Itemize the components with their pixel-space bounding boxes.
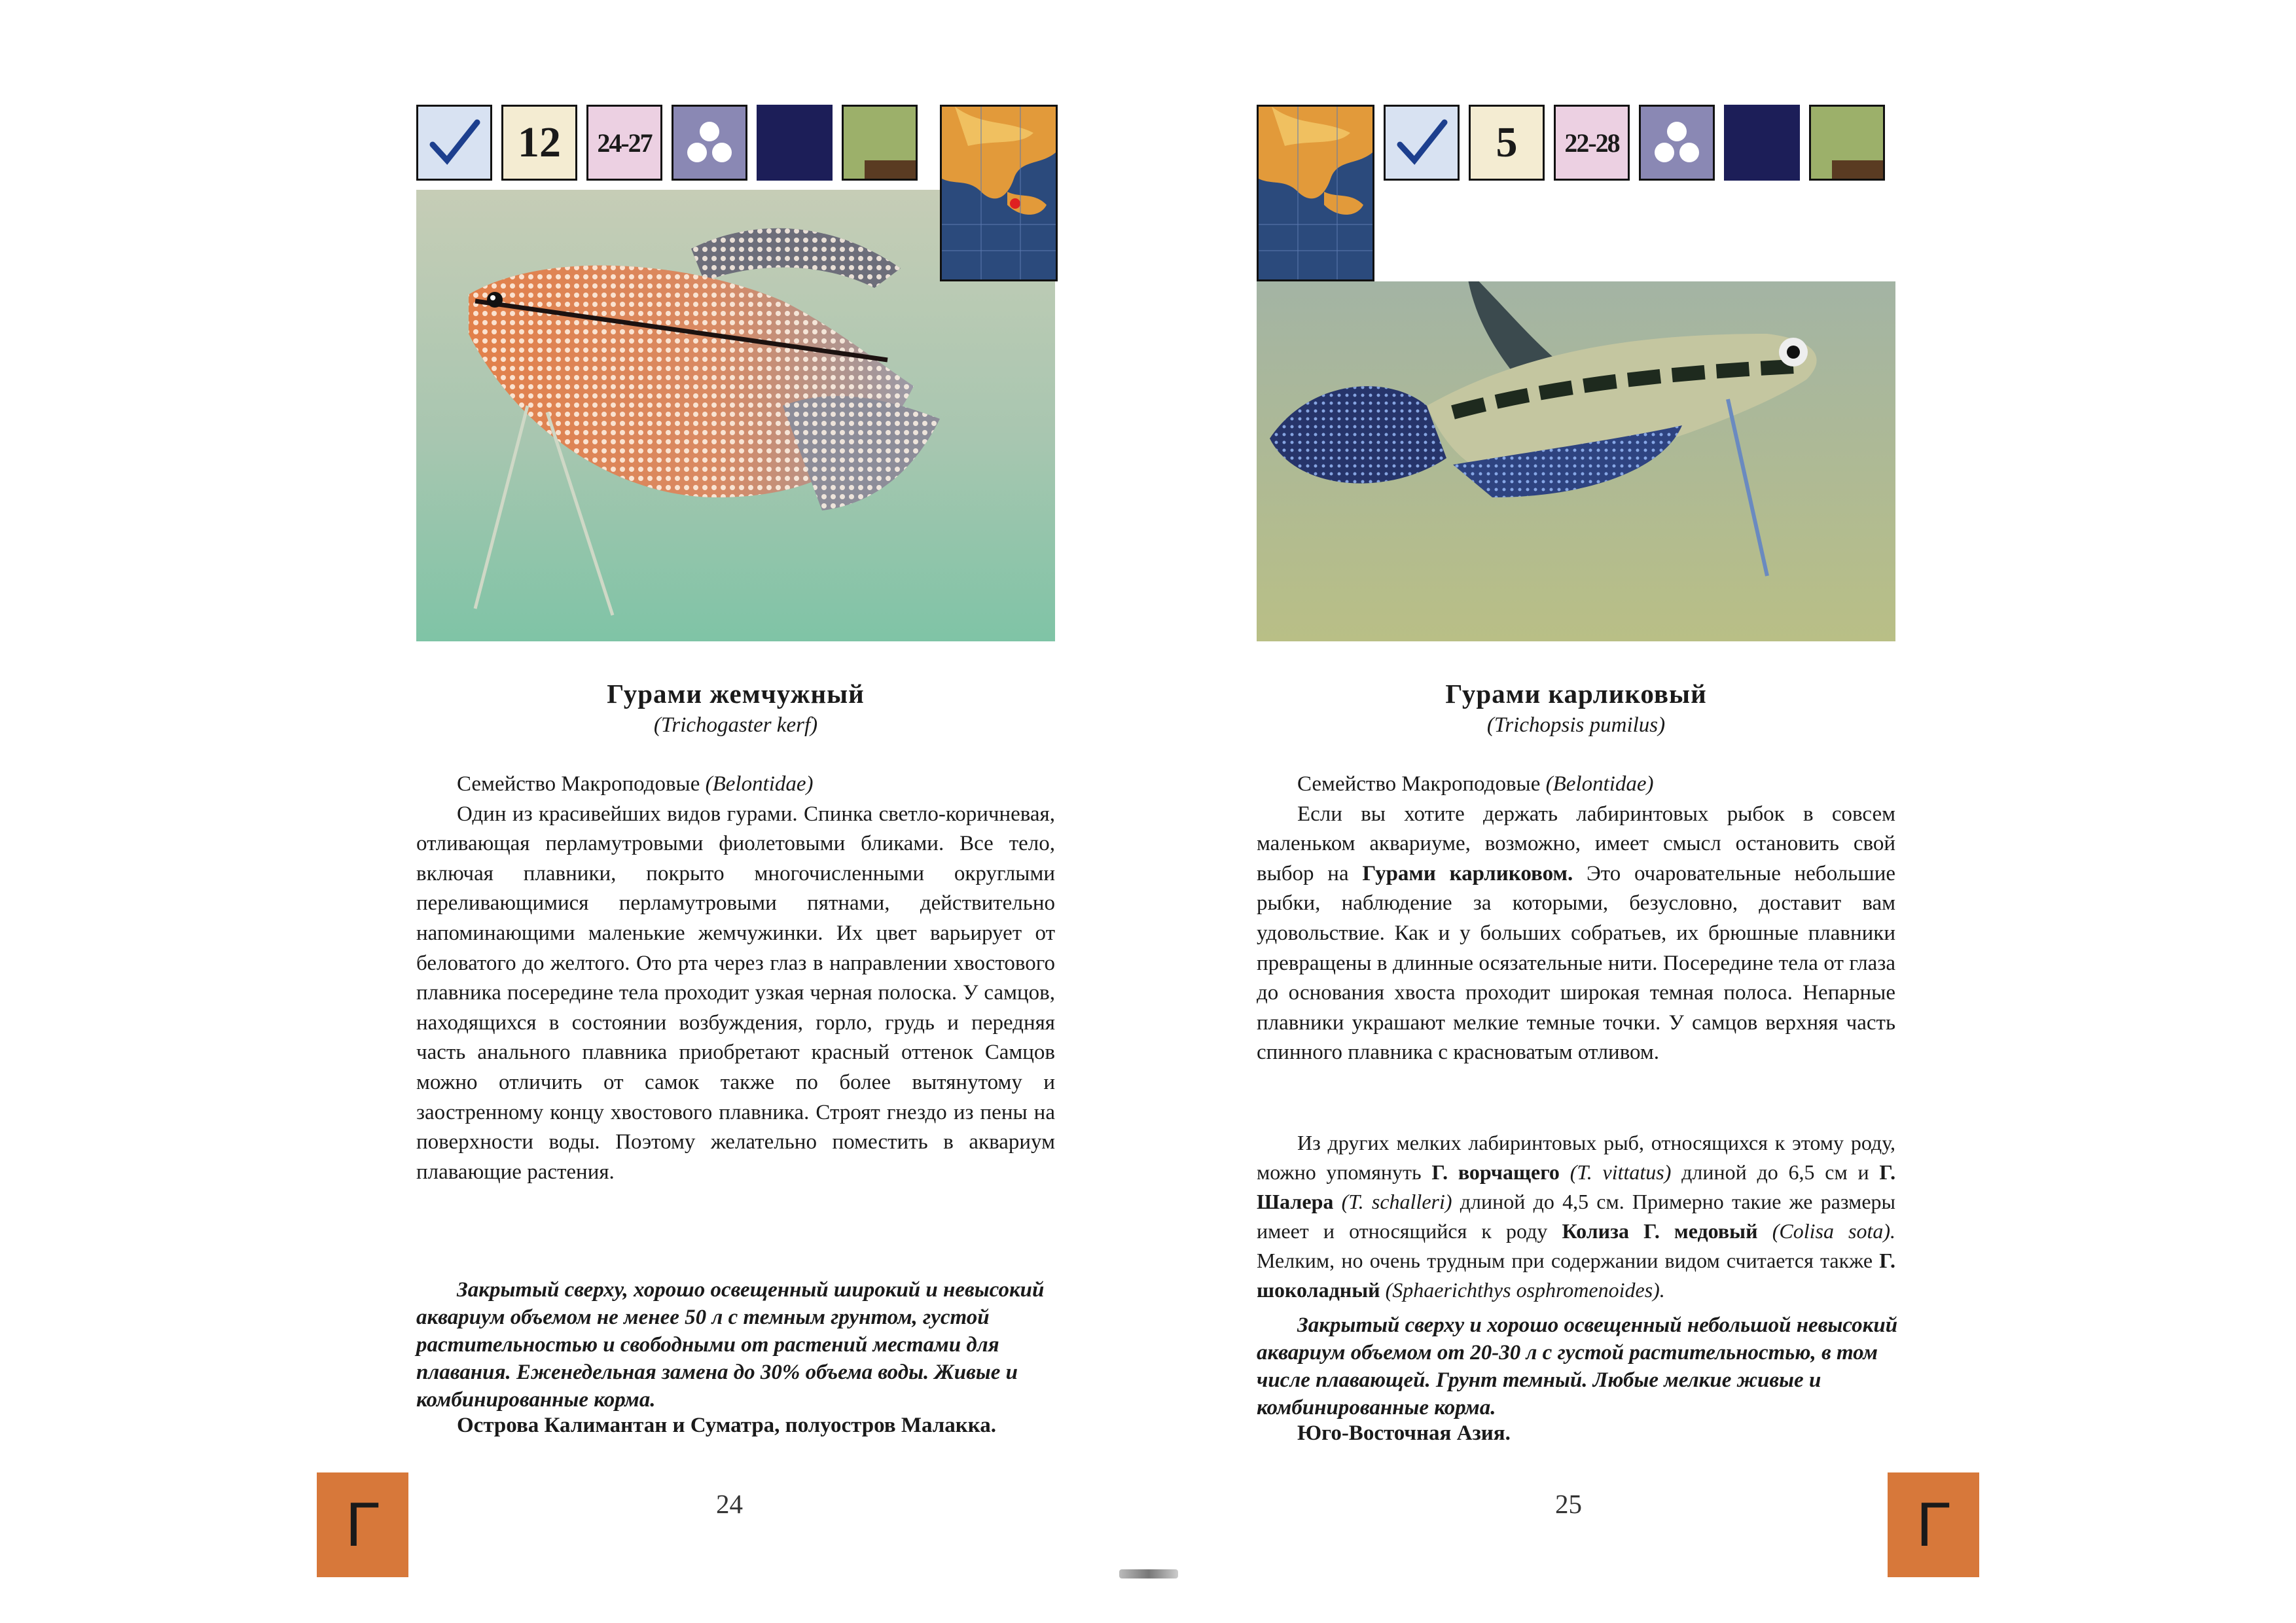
section-letter-tab: Г (1888, 1472, 1979, 1577)
light-level-icon (1724, 105, 1800, 181)
related-name-4: Г. шоколадный (1257, 1249, 1896, 1302)
care-instructions (416, 1276, 1071, 1414)
family-label: Семейство Макроподовые (457, 772, 700, 796)
native-region: Острова Калимантан и Суматра, полуостров Малакка. (457, 1414, 997, 1437)
related-latin-3: (Colisa sota). (1772, 1219, 1896, 1243)
region-map-icon (940, 105, 1058, 281)
species-description (416, 770, 1055, 1187)
family-line (416, 770, 1055, 800)
temperature-range-box: 24-27 (586, 105, 662, 181)
water-dots-icon (672, 105, 747, 181)
family-label: Семейство Макроподовые (1297, 772, 1541, 796)
water-dots-icon (1639, 105, 1715, 181)
family-line (1257, 770, 1895, 800)
description-paragraph (1257, 800, 1895, 1068)
related-species-paragraph (1257, 1128, 1895, 1305)
related-text-2: длиной до 6,5 см и (1681, 1160, 1869, 1184)
family-latin: (Belontidae) (705, 772, 814, 796)
related-species (1257, 1128, 1895, 1305)
related-latin-1: (T. vittatus) (1570, 1160, 1672, 1184)
species-title: Гурами жемчужный (607, 679, 865, 709)
related-latin-4: (Sphaerichthys osphromenoides). (1385, 1278, 1665, 1302)
temperament-check-icon (416, 105, 492, 181)
care-icon-strip (1384, 105, 1885, 183)
species-latin-name: (Trichopsis pumilus) (1486, 713, 1666, 737)
region-map-icon (1257, 105, 1374, 281)
species-latin-name: (Trichogaster kerf) (653, 713, 818, 737)
page-number: 25 (1555, 1489, 1582, 1519)
care-paragraph: Закрытый сверху и хорошо освещенный небольшой невысокий аквариум объемом от 20-30 л с густой растительностью, в том числе плавающей. Грунт темный. Любые мелкие живые и комбинированные корма. (1257, 1313, 1898, 1419)
description-part-2: Это очаровательные небольшие рыбки, наблюдение за которыми, безусловно, доставит вам удовольствие. Как и у больших собратьев, их брюшные плавники превращены в длинные осязательные нити. Посередине тела от глаза до основания хвоста проходит широкая темная полоса. Непарные плавники украшают мелкие темные точки. У самцов верхняя часть спинного плавника с красноватым отливом. (1257, 861, 1896, 1065)
right-page (1148, 0, 2296, 1623)
related-text-1: Из других мелких лабиринтовых рыб, относящихся к этому роду, можно упомянуть (1257, 1131, 1895, 1184)
species-description (1257, 770, 1895, 1068)
family-latin: (Belontidae) (1545, 772, 1654, 796)
related-text-4: Мелким, но очень трудным при содержании видом считается также (1257, 1249, 1873, 1272)
native-region: Юго-Восточная Азия. (1297, 1421, 1511, 1445)
temperature-range-box: 22-28 (1554, 105, 1630, 181)
care-instructions (1257, 1311, 1911, 1421)
related-text-3: длиной до 4,5 см. Примерно такие же размеры имеет и относящийся к роду (1257, 1190, 1896, 1243)
description-paragraph: Один из красивейших видов гурами. Спинка светло-коричневая, отливающая перламутровыми фиолетовыми бликами. Все тело, включая плавники, покрыто многочисленными округлыми переливающимися перламутровыми пятнами, действительно напоминающими маленькие жемчужинки. Их цвет варьирует от беловатого до желтого. Ото рта через глаз в направлении хвостового плавника посередине тела проходит узкая черная полоска. У самцов, находящихся в состоянии возбуждения, горло, грудь и передняя часть анального плавника приобретают красный оттенок Самцов можно отличить от самок также по более вытянутому и заостренному концу хвостового плавника. Строят гнездо из пены на поверхности воды. Поэтому желательно поместить в аквариум плавающие растения. (416, 802, 1055, 1184)
light-level-icon (757, 105, 833, 181)
temperament-check-icon (1384, 105, 1460, 181)
related-name-2: Г. Шалера (1257, 1160, 1896, 1213)
related-name-3: Колиза Г. медовый (1562, 1219, 1758, 1243)
book-spine-mark (1119, 1569, 1178, 1578)
related-latin-2: (T. schalleri) (1341, 1190, 1452, 1213)
plants-icon (1809, 105, 1885, 181)
plants-icon (842, 105, 918, 181)
fish-size-box: 5 (1469, 105, 1545, 181)
fish-size-box: 12 (501, 105, 577, 181)
page-number: 24 (716, 1489, 743, 1519)
section-letter-tab: Г (317, 1472, 408, 1577)
care-icon-strip (416, 105, 918, 183)
related-name-1: Г. ворчащего (1431, 1160, 1560, 1184)
description-part-1: Если вы хотите держать лабиринтовых рыбок в совсем маленьком аквариуме, возможно, имеет смысл остановить свой выбор на (1257, 802, 1895, 885)
species-title: Гурами карликовый (1445, 679, 1707, 709)
description-bold-name: Гурами карликовом. (1362, 861, 1573, 885)
dwarf-gourami-photo (1257, 281, 1895, 641)
care-paragraph: Закрытый сверху, хорошо освещенный широкий и невысокий аквариум объемом не менее 50 л с темным грунтом, густой растительностью и свободными от растений местами для плавания. Еженедельная замена до 30% объема воды. Живые и комбинированные корма. (416, 1278, 1045, 1412)
